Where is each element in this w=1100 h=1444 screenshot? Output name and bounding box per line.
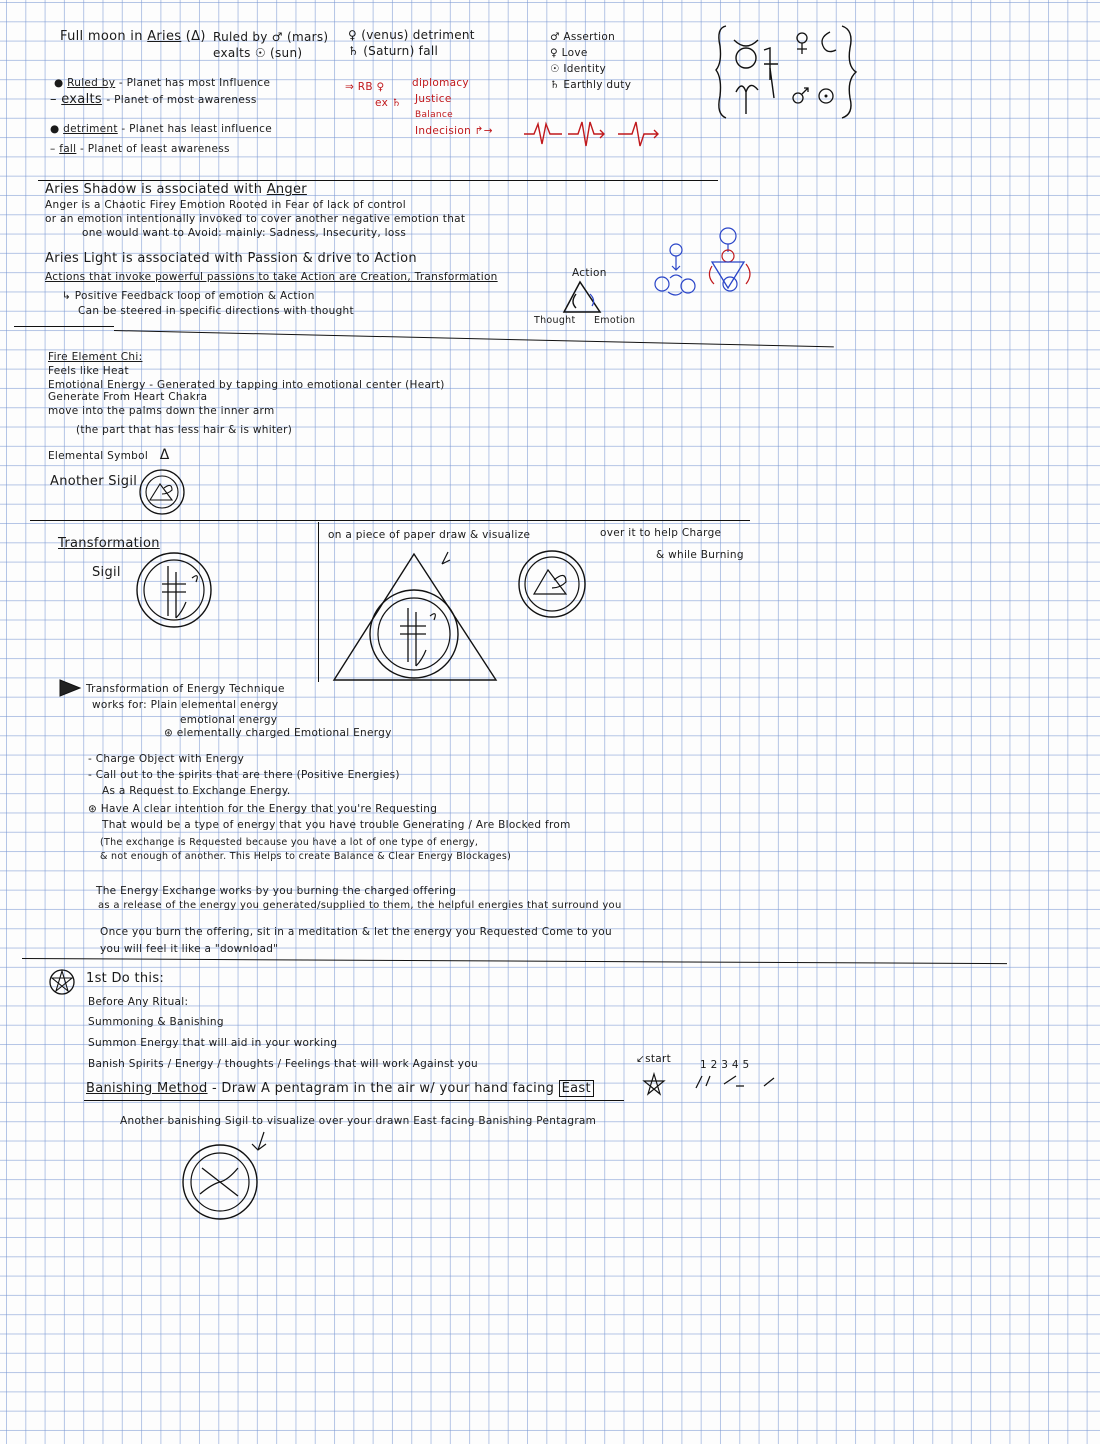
planet-glyph-diagram	[712, 18, 862, 128]
divider-2b	[114, 330, 834, 347]
shadow-line2: Anger is a Chaotic Firey Emotion Rooted in Fear of lack of control	[45, 199, 406, 211]
ritual-another-sigil: Another banishing Sigil to visualize over your drawn East facing Banishing Pentagram	[120, 1115, 597, 1127]
technique-line13: Once you burn the offering, sit in a meditation & let the energy you Requested Come to you	[100, 926, 612, 938]
red-ex-note: ex ♄	[375, 97, 402, 109]
fire-line4: move into the palms down the inner arm	[48, 405, 275, 417]
red-rb-note: ⇒ RB ♀	[345, 81, 385, 93]
technique-line6: As a Request to Exchange Energy.	[102, 785, 291, 797]
technique-line12: as a release of the energy you generated/supplied to them, the helpful energies that surround you	[98, 900, 622, 911]
technique-line3: ⊛ elementally charged Emotional Energy	[164, 727, 392, 739]
red-balance: Balance	[415, 110, 453, 120]
fire-sigil-copy-drawing	[518, 550, 590, 622]
steps-label: 1 2 3 4 5	[700, 1059, 750, 1071]
identity-line: ☉ Identity	[550, 63, 607, 75]
light-line1: Aries Light is associated with Passion & drive to Action	[45, 251, 417, 266]
banishing-method: Banishing Method - Draw A pentagram in the air w/ your hand facing East	[86, 1082, 594, 1096]
banishing-underline	[84, 1100, 624, 1101]
action-label: Action	[572, 267, 607, 279]
ritual-line1: Before Any Ritual:	[88, 996, 189, 1008]
technique-line9: (The exchange is Requested because you have a lot of one type of energy,	[100, 837, 479, 848]
thought-label: Thought	[534, 315, 576, 326]
light-line4: Can be steered in specific directions with thought	[78, 305, 354, 317]
exalts-line: exalts ☉ (sun)	[213, 46, 303, 60]
vertical-divider	[318, 522, 319, 682]
ritual-first: 1st Do this:	[86, 971, 165, 986]
sigil-label: Sigil	[92, 565, 121, 580]
fire-sigil-drawing	[138, 468, 188, 518]
divider-4	[22, 958, 1007, 964]
triangle-sigil-drawing	[330, 546, 510, 686]
technique-line5: - Call out to the spirits that are there (Positive Energies)	[88, 769, 400, 781]
pentagram-steps-drawing	[640, 1070, 790, 1100]
fire-line2: Emotional Energy - Generated by tapping into emotional center (Heart)	[48, 379, 445, 391]
earthly-line: ♄ Earthly duty	[550, 79, 632, 91]
red-indecision: Indecision ↱→	[415, 125, 493, 137]
technique-line4: - Charge Object with Energy	[88, 753, 245, 765]
start-label: ↙start	[636, 1053, 672, 1065]
another-sigil-label: Another Sigil	[50, 474, 138, 489]
fire-line1: Feels like Heat	[48, 365, 129, 377]
light-line3: ↳ Positive Feedback loop of emotion & Action	[62, 290, 315, 302]
light-line2: Actions that invoke powerful passions to take Action are Creation, Transformation	[45, 271, 498, 283]
love-line: ♀ Love	[550, 47, 588, 59]
saturn-line: ♄ (Saturn) fall	[348, 44, 439, 58]
red-justice: Justice	[415, 93, 452, 105]
transformation-sigil-drawing	[136, 552, 216, 632]
shadow-line4: one would want to Avoid: mainly: Sadness, Insecurity, loss	[82, 227, 407, 239]
ruled-by-line: Ruled by ♂ (mars)	[213, 30, 329, 44]
technique-line8: That would be a type of energy that you have trouble Generating / Are Blocked from	[102, 819, 571, 831]
action-triangle-diagram	[560, 280, 610, 316]
full-moon-label: Full moon in Aries (Δ)	[60, 29, 206, 44]
ritual-line2: Summoning & Banishing	[88, 1016, 224, 1028]
divider-2a	[14, 326, 114, 327]
def-fall: – fall - Planet of least awareness	[50, 143, 230, 155]
red-diplomacy: diplomacy	[412, 77, 469, 89]
red-arrows-diagram	[520, 118, 665, 150]
technique-line2: emotional energy	[180, 714, 278, 726]
technique-title: Transformation of Energy Technique	[86, 683, 285, 695]
fire-line5: (the part that has less hair & is whiter)	[76, 424, 293, 436]
divider-1	[38, 180, 718, 181]
elemental-symbol-line: Elemental Symbol Δ	[48, 447, 170, 463]
paper-instruction-1: on a piece of paper draw & visualize	[328, 529, 531, 541]
technique-line1: works for: Plain elemental energy	[92, 699, 279, 711]
ritual-line3: Summon Energy that will aid in your working	[88, 1037, 338, 1049]
fire-line3: Generate From Heart Chakra	[48, 391, 208, 403]
emotion-label: Emotion	[594, 315, 636, 326]
aries-word: Aries	[147, 29, 182, 44]
technique-line10: & not enough of another. This Helps to create Balance & Clear Energy Blockages)	[100, 851, 512, 862]
triangle-bullet-icon	[58, 678, 82, 698]
transformation-title: Transformation	[58, 536, 160, 551]
assertion-line: ♂ Assertion	[550, 31, 616, 43]
feedback-loop-diagram	[650, 226, 760, 306]
east-box: East	[559, 1080, 594, 1097]
paper-instruction-2: over it to help Charge	[600, 527, 722, 539]
banishing-sigil-drawing	[180, 1130, 266, 1220]
technique-line14: you will feel it like a "download"	[100, 943, 279, 955]
technique-line7: ⊛ Have A clear intention for the Energy that you're Requesting	[88, 803, 438, 815]
divider-3	[30, 520, 750, 521]
shadow-line1: Aries Shadow is associated with Anger	[45, 182, 307, 197]
fire-title: Fire Element Chi:	[48, 351, 143, 363]
def-exalts: – exalts - Planet of most awareness	[50, 92, 257, 107]
ritual-line4: Banish Spirits / Energy / thoughts / Feelings that will work Against you	[88, 1058, 479, 1070]
technique-line11: The Energy Exchange works by you burning the charged offering	[96, 885, 457, 897]
shadow-line3: or an emotion intentionally invoked to cover another negative emotion that	[45, 213, 466, 225]
paper-instruction-3: & while Burning	[656, 549, 744, 561]
def-detriment: ● detriment - Planet has least influence	[50, 123, 272, 135]
def-ruled: ● Ruled by - Planet has most Influence	[54, 77, 271, 89]
pentagram-bullet-icon	[48, 968, 78, 998]
venus-line: ♀ (venus) detriment	[348, 28, 475, 42]
